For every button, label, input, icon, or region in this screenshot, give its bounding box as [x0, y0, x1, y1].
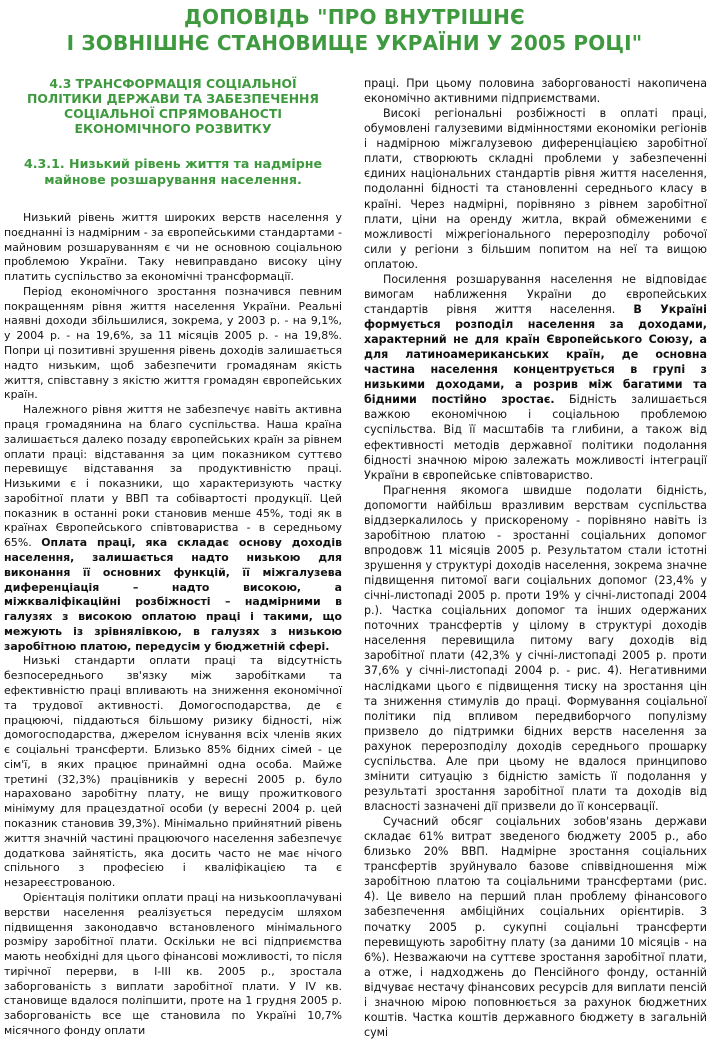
paragraph: Низький рівень життя широких верств населення у поєднанні із надмірним - за європейськими стандартами - майновим розшаруванням є чи не основною соціальною проблемою України. Таку невиправдано високу ціну платить суспільство за економічні трансформації.: [4, 211, 342, 284]
right-column: [364, 76, 707, 1040]
paragraph: Прагнення якомога швидше подолати бідність, допомогти найбільш вразливим верствам суспільства віддзеркалилось у прискореному - порівняно навіть із заробітною платою - зростанні соціальних допомог впродовж 11 місяців 2005 р. Результатом стали істотні зрушення у структурі доходів населення, зокрема значне підвищення питомої ваги соціальних допомог (23,4% у січні-листопаді 2005 р. проти 19% у січні-листопаді 2004 р.). Частка соціальних допомог та інших одержаних поточних трансфертів у цілому в структурі доходів населення перевищила питому вагу доходів від заробітної плати (42,3% у січні-листопаді 2005 р. проти 37,6% у січні-листопаді 2004 р. - рис. 4). Негативними наслідками цього є підвищення тиску на зростання цін та зниження стимулів до праці. Формування соціальної політики під впливом передвиборчого популізму призвело до підтримки бідних верств населення за рахунок перерозподілу доходів середнього прошарку суспільства. Але при цьому не вдалося принципово змінити ситуацію з бідністю замість її подолання у результаті зростання заробітної плати та доходів від власності зазначені дії призвели до її консервації.: [364, 483, 707, 813]
subsection-heading: 4.3.1. Низький рівень життя та надмірне майнове розшарування населення.: [24, 156, 322, 187]
paragraph: Високі регіональні розбіжності в оплаті праці, обумовлені галузевими відмінностями економіки регіонів і надмірною міжгалузевою диференціацією заробітної плати, створюють складні проблеми у забезпеченні єдиних національних стандартів рівня життя населення, подоланні бідності та становленні середнього класу в країні. Через надмірні, порівняно з рівнем заробітної плати, ціни на оренду житла, вкрай обмеженими є можливості міжрегіонального перерозподілу робочої сили у регіони з більшим попитом на неї та вищою оплатою.: [364, 107, 707, 271]
paragraph: Орієнтація політики оплати праці на низькооплачувані верстви населення реалізується передусім шляхом підвищення законодавчо встановленого мінімального розміру заробітної плати. Оскільки не всі підприємства мають необхідні для цього фінансові можливості, то після тирічної перерви, в І-ІІІ кв. 2005 р., зростала заборгованість з виплати заробітної плати. У IV кв. становище вдалося поліпшити, проте на 1 грудня 2005 р. заборгованість все ще становила по Україні 10,7% місячного фонду оплати: [4, 890, 342, 1037]
paragraph: [364, 272, 707, 483]
paragraph-text: Належного рівня життя не забезпечує навіть активна праця громадянина на благо суспільства. Наша країна залишається далеко позаду європейських країн за рівнем оплати праці: відставання за цим показником суттєво перевищує відставання за продуктивністю праці. Низькими є і показники, що характеризують частку заробітної плати у ВВП та собівартості продукції. Цей показник в останні роки становив менше 45%, тоді як в країнах Європейського співтовариства - в середньому 65%.: [4, 403, 342, 550]
paragraph: Сучасний обсяг соціальних зобов'язань держави складає 61% витрат зведеного бюджету 2005 р., або близько 20% ВВП. Надмірне зростання соціальних трансфертів зруйнувало базове співвідношення між заробітною платою та соціальними трансфертами (рис. 4). Це вивело на перший план проблему фінансового забезпечення амбіційних соціальних орієнтирів. З початку 2005 р. сукупні соціальні трансферти перевищують заробітну плату (за даними 10 місяців - на 6%). Незважаючи на суттєве зростання заробітної плати, а отже, і надходжень до Пенсійного фонду, останній відчуває нестачу фінансових ресурсів для виплати пенсій і значною мірою поповнюється за рахунок бюджетних коштів. Частка коштів державного бюджету в загальній сумі: [364, 815, 707, 1039]
paragraph-text: Посилення розшарування населення не відповідає вимогам наближення України до європейських стандартів рівня життя населення.: [364, 272, 707, 316]
section-heading: 4.3 ТРАНСФОРМАЦІЯ СОЦІАЛЬНОЇ ПОЛІТИКИ ДЕРЖАВИ ТА ЗАБЕЗПЕЧЕННЯ СОЦІАЛЬНОЇ СПРЯМОВАНОСТІ ЕКОНОМІЧНОГО РОЗВИТКУ: [27, 76, 319, 136]
left-column: [4, 76, 342, 1039]
title-line-2: І ЗОВНІШНЄ СТАНОВИЩЕ УКРАЇНИ У 2005 РОЦІ": [66, 31, 643, 55]
bold-statement: Оплата праці, яка складає основу доходів населення, залишається надто низькою для виконання її основних функцій, її міжгалузева диференціація – надто високою, а міжкваліфікаційні розбіжності – надмірними в галузях з високою оплатою праці і такими, що межують із зрівнялівкою, в галузях з низькою заробітною платою, передусім у бюджетній сфері.: [4, 536, 342, 653]
bold-statement: В Україні формується розподіл населення за доходами, характерний не для країн Європейського Союзу, а для латиноамериканських країн, де основна частина населення концентрується в групі з низькими доходами, а розрив між багатими та бідними постійно зростає.: [364, 302, 707, 407]
paragraph-continued: праці. При цьому половина заборгованості накопичена економічно активними підприємствами.: [364, 77, 707, 106]
paragraph: Період економічного зростання позначився певним покращенням рівня життя населення України. Реальні наявні доходи збільшилися, зокрема, у 2003 р. - на 9,1%, у 2004 р. - на 19,6%, за 11 місяців 2005 р. - на 19,8%. Попри ці позитивні зрушення рівень доходів залишається надто низьким, щоб забезпечити громадянам якість життя, співставну з якістю життя громадян європейських країн.: [4, 284, 342, 402]
paragraph: [4, 403, 342, 654]
paragraph: Низькі стандарти оплати праці та відсутність безпосереднього зв'язку між заробітками та ефективністю праці впливають на зниження економічної та трудової активності. Домогосподарства, де є працюючі, піддаються більшому ризику бідності, ніж домогосподарства, джерелом існування всіх членів яких є соціальні трансферти. Близько 85% бідних сімей - це сім'ї, в яких працює принаймні одна особа. Майже третині (32,3%) працівників у вересні 2005 р. було нараховано заробітну плату, не вищу прожиткового мінімуму для працездатної особи (у вересні 2004 р. цей показник становив 39,3%). Мінімально прийнятний рівень життя значній частині працюючого населення забезпечує додаткова зайнятість, яка досить часто не має нічого спільного з професією і кваліфікацією та є незареєстрованою.: [4, 654, 342, 890]
paragraph-text: Бідність залишається важкою економічною і соціальною проблемою суспільства. Від її масштабів та глибини, а також від ефективності методів державної політики подолання бідності значною мірою залежать можливості інтеграції України в європейське співтовариство.: [364, 393, 707, 482]
document-title: [0, 4, 709, 56]
title-line-1: ДОПОВІДЬ "ПРО ВНУТРІШНЄ: [184, 5, 525, 29]
